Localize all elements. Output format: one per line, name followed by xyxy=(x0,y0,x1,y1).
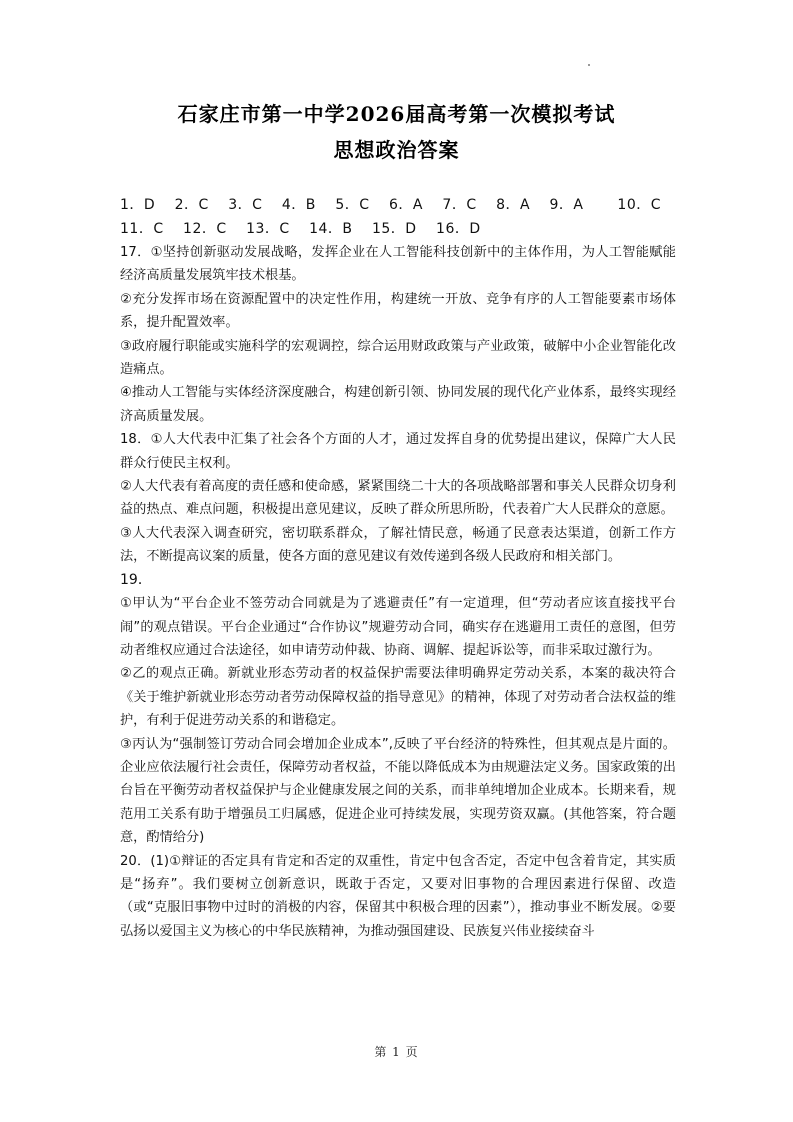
page-number: 第 1 页 xyxy=(374,1045,419,1059)
q17-point-3: ③政府履行职能或实施科学的宏观调控，综合运用财政政策与产业政策，破解中小企业智能化改造痛点。 xyxy=(120,338,676,378)
q18-point-1: 18．①人大代表中汇集了社会各个方面的人才，通过发挥自身的优势提出建议，保障广大人民群众行使民主权利。 xyxy=(120,432,676,471)
answer-body xyxy=(120,193,676,943)
q19-number: 19． xyxy=(120,571,152,588)
q19-point-1: ①甲认为“平台企业不签劳动合同就是为了逃避责任”有一定道理，但“劳动者应该直接找平台闹”的观点错误。平台企业通过“合作协议”规避劳动合同，确实存在逃避用工责任的意图，但劳动者维权应通过合法途径，如申请劳动仲裁、协商、调解、提起诉讼等，而非采取过激行为。 xyxy=(120,596,676,658)
q18-point-2: ②人大代表有着高度的责任感和使命感，紧紧围绕二十大的各项战略部署和事关人民群众切身利益的热点、难点问题，积极提出意见建议，反映了群众所思所盼，代表着广大人民群众的意愿。 xyxy=(120,479,676,518)
q18-point-3: ③人大代表深入调查研究，密切联系群众，了解社情民意，畅通了民意表达渠道，创新工作方法，不断提高议案的质量，使各方面的意见建议有效传递到各级人民政府和相关部门。 xyxy=(120,525,676,565)
q19-point-3: ③丙认为“强制签订劳动合同会增加企业成本”,反映了平台经济的特殊性，但其观点是片面的。企业应依法履行社会责任，保障劳动者权益，不能以降低成本为由规避法定义务。国家政策的出台旨在平衡劳动者权益保护与企业健康发展之间的关系，而非单纯增加企业成本。长期来看，规范用工关系有助于增强员工归属感，促进企业可持续发展，实现劳资双赢。(其他答案，符合题意，酌情给分) xyxy=(120,736,676,846)
q17-point-2: ②充分发挥市场在资源配置中的决定性作用，构建统一开放、竞争有序的人工智能要素市场体系，提升配置效率。 xyxy=(120,291,676,331)
exam-title: 石家庄市第一中学2026届高考第一次模拟考试 xyxy=(177,102,616,126)
q20-point-1: 20．(1)①辩证的否定具有肯定和否定的双重性，肯定中包含否定，否定中包含着肯定，其实质是“扬弃”。我们要树立创新意识，既敢于否定，又要对旧事物的合理因素进行保留、改造（或“克服旧事物中过时的消极的内容，保留其中积极合理的因素”），推动事业不断发展。②要弘扬以爱国主义为核心的中华民族精神，为推动强国建设、民族复兴伟业接续奋斗 xyxy=(120,853,676,939)
q17-point-4: ④推动人工智能与实体经济深度融合，构建创新引领、协同发展的现代化产业体系，最终实现经济高质量发展。 xyxy=(120,385,676,424)
choice-answers-row-2: 11．C 12．C 13．C 14．B 15．D 16．D xyxy=(120,221,481,237)
speck xyxy=(588,64,590,66)
q17-point-1: 17．①坚持创新驱动发展战略，发挥企业在人工智能科技创新中的主体作用，为人工智能赋能经济高质量发展筑牢技术根基。 xyxy=(120,245,676,284)
q19-point-2: ②乙的观点正确。新就业形态劳动者的权益保护需要法律明确界定劳动关系，本案的裁决符合《关于维护新就业形态劳动者劳动保障权益的指导意见》的精神，体现了对劳动者合法权益的维护，有利于促进劳动关系的和谐稳定。 xyxy=(120,666,676,729)
choice-answers-row-1: 1．D 2．C 3．C 4．B 5．C 6．A 7．C 8．A 9．A 10．C xyxy=(120,197,662,213)
subject-title: 思想政治答案 xyxy=(333,138,460,162)
